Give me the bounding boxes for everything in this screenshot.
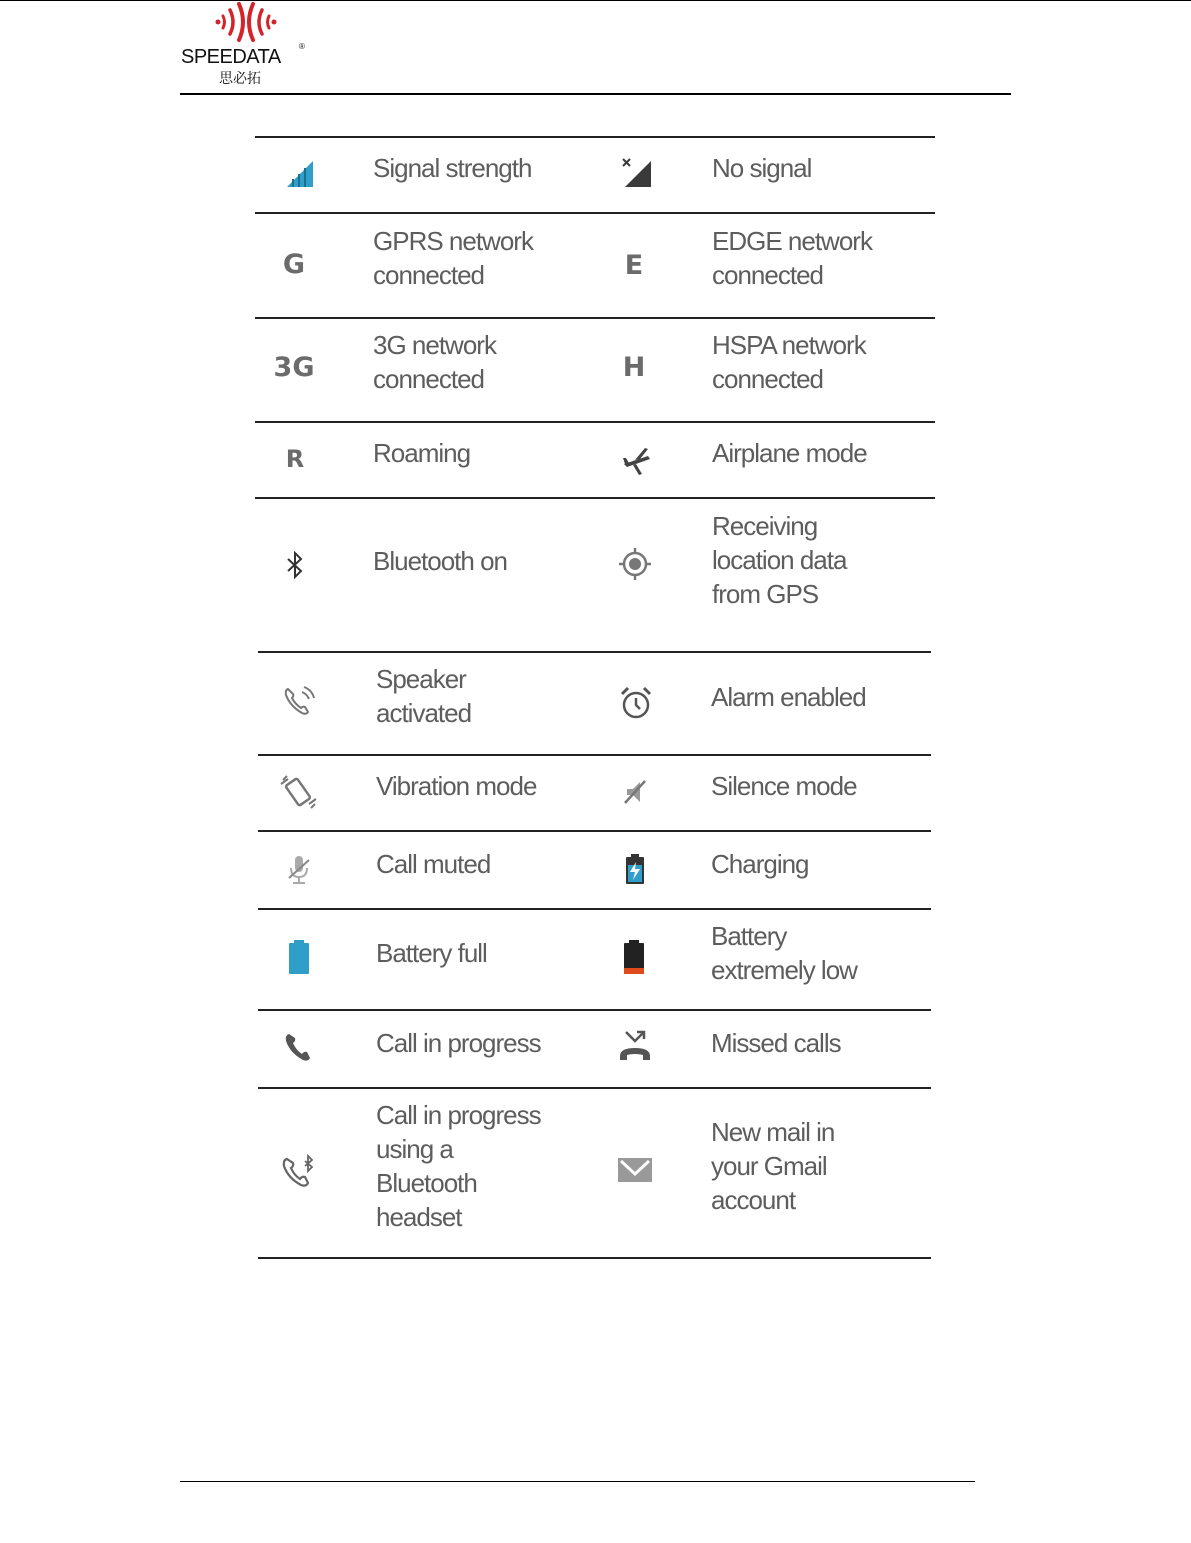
label-speaker: Speaker activated (376, 664, 472, 728)
alarm-icon (616, 683, 656, 723)
roaming-icon: R (285, 445, 305, 473)
label-call-muted: Call muted (376, 849, 491, 879)
table-rule (255, 136, 935, 138)
gmail-icon (615, 1150, 655, 1190)
label-vibration: Vibration mode (376, 771, 537, 801)
label-gps: Receiving location data from GPS (712, 511, 847, 609)
footer-rule (180, 1481, 975, 1482)
table-rule (255, 212, 935, 214)
table-rule (255, 317, 935, 319)
bluetooth-call-icon (279, 1152, 319, 1192)
table-rule (258, 651, 931, 653)
logo-chinese-name: 思必拓 (219, 71, 261, 87)
label-roaming: Roaming (373, 438, 471, 468)
gprs-icon: G (282, 248, 306, 280)
mic-muted-icon (279, 849, 319, 889)
label-edge: EDGE network connected (712, 226, 872, 290)
battery-full-icon (279, 937, 319, 977)
label-battery-low: Battery extremely low (711, 921, 857, 985)
table-rule (255, 497, 935, 499)
label-missed-calls: Missed calls (711, 1028, 841, 1058)
label-call-bluetooth: Call in progress using a Bluetooth headset (376, 1100, 541, 1232)
bluetooth-icon (275, 545, 315, 585)
missed-call-icon (615, 1026, 655, 1066)
speaker-phone-icon (279, 681, 319, 721)
label-airplane: Airplane mode (712, 438, 867, 468)
table-rule (255, 421, 935, 423)
label-3g: 3G network connected (373, 330, 496, 394)
label-charging: Charging (711, 849, 809, 879)
phone-icon (279, 1027, 319, 1067)
vibration-icon (279, 772, 319, 812)
label-no-signal: No signal (712, 153, 812, 183)
gps-icon (615, 544, 655, 584)
label-alarm: Alarm enabled (711, 682, 866, 712)
label-hspa: HSPA network connected (712, 330, 866, 394)
table-rule (258, 908, 931, 910)
label-gmail: New mail in your Gmail account (711, 1117, 835, 1215)
silence-icon (615, 772, 655, 812)
label-gprs: GPRS network connected (373, 226, 533, 290)
label-signal-strength: Signal strength (373, 153, 532, 183)
logo-registered-mark: ® (299, 42, 305, 51)
airplane-icon (616, 441, 656, 481)
edge-icon: E (624, 249, 644, 281)
table-rule (258, 1009, 931, 1011)
label-silence: Silence mode (711, 771, 857, 801)
table-rule (258, 830, 931, 832)
signal-strength-icon (279, 153, 319, 193)
battery-low-icon (614, 937, 654, 977)
3g-icon: 3G (273, 351, 315, 383)
charging-icon (615, 849, 655, 889)
label-battery-full: Battery full (376, 938, 487, 968)
hspa-icon: H (622, 351, 646, 383)
label-call-in-progress: Call in progress (376, 1028, 541, 1058)
label-bluetooth: Bluetooth on (373, 546, 508, 576)
table-rule (258, 1257, 931, 1259)
table-rule (258, 754, 931, 756)
no-signal-icon (616, 152, 656, 192)
table-rule (258, 1087, 931, 1089)
logo-wordmark: SPEEDATA (181, 46, 281, 68)
